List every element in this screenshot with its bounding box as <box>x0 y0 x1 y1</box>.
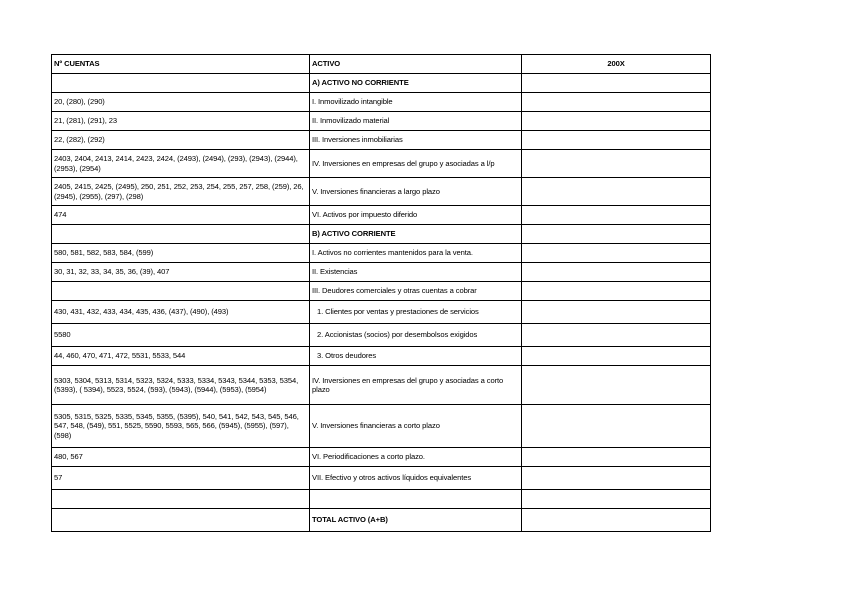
asset-subitem-cell: 2. Accionistas (socios) por desembolsos exigidos <box>310 324 522 347</box>
table-row <box>52 366 711 405</box>
asset-cell: II. Existencias <box>310 263 522 282</box>
value-cell <box>522 225 711 244</box>
table-row <box>52 74 711 93</box>
asset-cell: III. Deudores comerciales y otras cuentas a cobrar <box>310 282 522 301</box>
asset-cell: VI. Activos por impuesto diferido <box>310 206 522 225</box>
table-row <box>52 282 711 301</box>
accounts-cell <box>52 509 310 532</box>
table-row <box>52 206 711 225</box>
value-cell <box>522 150 711 178</box>
value-cell <box>522 405 711 448</box>
accounts-cell: 5305, 5315, 5325, 5335, 5345, 5355, (5395), 540, 541, 542, 543, 545, 546, 547, 548, (549), 551, 5525, 5590, 5593, 565, 566, (5945), (5955), (597), (598) <box>52 405 310 448</box>
table-row <box>52 131 711 150</box>
accounts-column-header: Nº CUENTAS <box>52 55 310 74</box>
accounts-cell: 44, 460, 470, 471, 472, 5531, 5533, 544 <box>52 347 310 366</box>
section-heading: A) ACTIVO NO CORRIENTE <box>310 74 522 93</box>
asset-subitem-cell: 1. Clientes por ventas y prestaciones de servicios <box>310 301 522 324</box>
header-row <box>52 55 711 74</box>
balance-sheet-table <box>51 54 711 532</box>
accounts-cell: 5580 <box>52 324 310 347</box>
table-row <box>52 225 711 244</box>
asset-cell: III. Inversiones inmobiliarias <box>310 131 522 150</box>
asset-cell: VII. Efectivo y otros activos líquidos equivalentes <box>310 467 522 490</box>
asset-cell: V. Inversiones financieras a largo plazo <box>310 178 522 206</box>
accounts-cell <box>52 282 310 301</box>
table-row <box>52 301 711 324</box>
table-row <box>52 347 711 366</box>
asset-cell: IV. Inversiones en empresas del grupo y asociadas a corto plazo <box>310 366 522 405</box>
accounts-cell: 57 <box>52 467 310 490</box>
value-cell <box>522 301 711 324</box>
asset-cell: V. Inversiones financieras a corto plazo <box>310 405 522 448</box>
accounts-cell <box>52 490 310 509</box>
asset-subitem-cell: 3. Otros deudores <box>310 347 522 366</box>
table-row <box>52 150 711 178</box>
asset-column-header: ACTIVO <box>310 55 522 74</box>
value-cell <box>522 448 711 467</box>
table-row <box>52 263 711 282</box>
value-cell <box>522 131 711 150</box>
accounts-cell: 474 <box>52 206 310 225</box>
asset-cell: I. Inmovilizado intangible <box>310 93 522 112</box>
asset-cell: I. Activos no corrientes mantenidos para la venta. <box>310 244 522 263</box>
accounts-cell: 5303, 5304, 5313, 5314, 5323, 5324, 5333, 5334, 5343, 5344, 5353, 5354, (5393), ( 5394), 5523, 5524, (593), (5943), (5944), (5953), (5954) <box>52 366 310 405</box>
value-cell <box>522 206 711 225</box>
table-row <box>52 490 711 509</box>
value-cell <box>522 244 711 263</box>
asset-cell: II. Inmovilizado material <box>310 112 522 131</box>
value-cell <box>522 263 711 282</box>
value-cell <box>522 467 711 490</box>
value-cell <box>522 282 711 301</box>
accounts-cell: 2403, 2404, 2413, 2414, 2423, 2424, (2493), (2494), (293), (2943), (2944), (2953), (2954) <box>52 150 310 178</box>
accounts-cell: 580, 581, 582, 583, 584, (599) <box>52 244 310 263</box>
accounts-cell: 22, (282), (292) <box>52 131 310 150</box>
asset-cell: VI. Periodificaciones a corto plazo. <box>310 448 522 467</box>
table-row <box>52 405 711 448</box>
value-cell <box>522 93 711 112</box>
accounts-cell <box>52 74 310 93</box>
accounts-cell: 21, (281), (291), 23 <box>52 112 310 131</box>
accounts-cell: 30, 31, 32, 33, 34, 35, 36, (39), 407 <box>52 263 310 282</box>
table-row <box>52 112 711 131</box>
total-label: TOTAL ACTIVO (A+B) <box>310 509 522 532</box>
section-heading: B) ACTIVO CORRIENTE <box>310 225 522 244</box>
year-column-header: 200X <box>522 55 711 74</box>
accounts-cell: 2405, 2415, 2425, (2495), 250, 251, 252, 253, 254, 255, 257, 258, (259), 26, (2945), (2955), (297), (298) <box>52 178 310 206</box>
table-row <box>52 467 711 490</box>
table-row <box>52 93 711 112</box>
value-cell <box>522 366 711 405</box>
table-row <box>52 509 711 532</box>
accounts-cell: 430, 431, 432, 433, 434, 435, 436, (437), (490), (493) <box>52 301 310 324</box>
asset-cell <box>310 490 522 509</box>
table-row <box>52 244 711 263</box>
value-cell <box>522 178 711 206</box>
table-row <box>52 178 711 206</box>
table-row <box>52 448 711 467</box>
table-row <box>52 324 711 347</box>
value-cell <box>522 490 711 509</box>
accounts-cell: 480, 567 <box>52 448 310 467</box>
total-value-cell <box>522 509 711 532</box>
value-cell <box>522 74 711 93</box>
accounts-cell <box>52 225 310 244</box>
value-cell <box>522 324 711 347</box>
value-cell <box>522 347 711 366</box>
value-cell <box>522 112 711 131</box>
accounts-cell: 20, (280), (290) <box>52 93 310 112</box>
asset-cell: IV. Inversiones en empresas del grupo y asociadas a l/p <box>310 150 522 178</box>
